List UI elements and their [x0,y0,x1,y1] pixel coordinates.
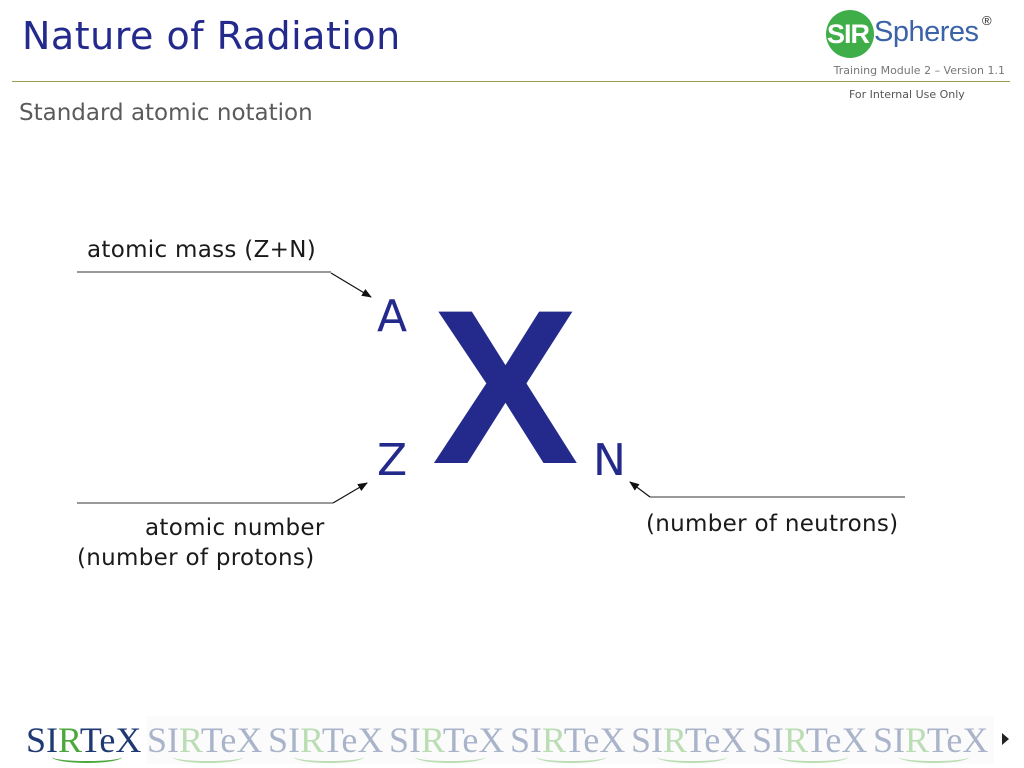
swoosh-icon [778,751,848,763]
next-slide-arrow-icon[interactable] [1002,733,1009,745]
module-version: Training Module 2 – Version 1.1 [833,64,1005,77]
sirtex-logo [510,716,631,764]
sirtex-logo [26,716,147,764]
protons-label: (number of protons) [77,545,315,571]
swoosh-icon [415,751,485,763]
footer-logo-strip [26,716,996,766]
sirtex-logo [752,716,873,764]
number-arrow [333,483,367,503]
sirtex-logo-text: SIRTeX [752,720,868,760]
slide-title: Nature of Radiation [22,14,401,58]
sirtex-logo-text: SIRTeX [268,720,384,760]
swoosh-icon [536,751,606,763]
sirtex-logo-text: SIRTeX [26,720,142,760]
sirtex-logo-text: SIRTeX [631,720,747,760]
sirtex-logo [631,716,752,764]
swoosh-icon [899,751,969,763]
internal-use-note: For Internal Use Only [849,88,965,101]
swoosh-icon [173,751,243,763]
neutron-number-symbol: N [593,435,626,486]
logo-wordmark: Spheres [874,16,979,48]
sirtex-logo-text: SIRTeX [389,720,505,760]
neutron-arrow [630,482,650,497]
slide-subtitle: Standard atomic notation [19,100,313,126]
registered-mark: ® [982,13,992,28]
atomic-number-label: atomic number [145,515,325,541]
sirtex-logo-text: SIRTeX [873,720,989,760]
swoosh-icon [294,751,364,763]
sirtex-logo [147,716,268,764]
sirtex-logo [873,716,994,764]
neutrons-label: (number of neutrons) [646,511,899,537]
atomic-mass-label: atomic mass (Z+N) [87,237,316,263]
sirtex-logo-text: SIRTeX [510,720,626,760]
mass-arrow [331,273,371,297]
atomic-number-symbol: Z [377,435,408,486]
logo-sir-mark: SIR [826,10,874,58]
sirtex-logo-text: SIRTeX [147,720,263,760]
sirtex-logo [389,716,510,764]
mass-number-symbol: A [377,291,408,342]
element-symbol: X [432,264,579,510]
swoosh-icon [52,751,122,763]
swoosh-icon [657,751,727,763]
sirtex-logo [268,716,389,764]
